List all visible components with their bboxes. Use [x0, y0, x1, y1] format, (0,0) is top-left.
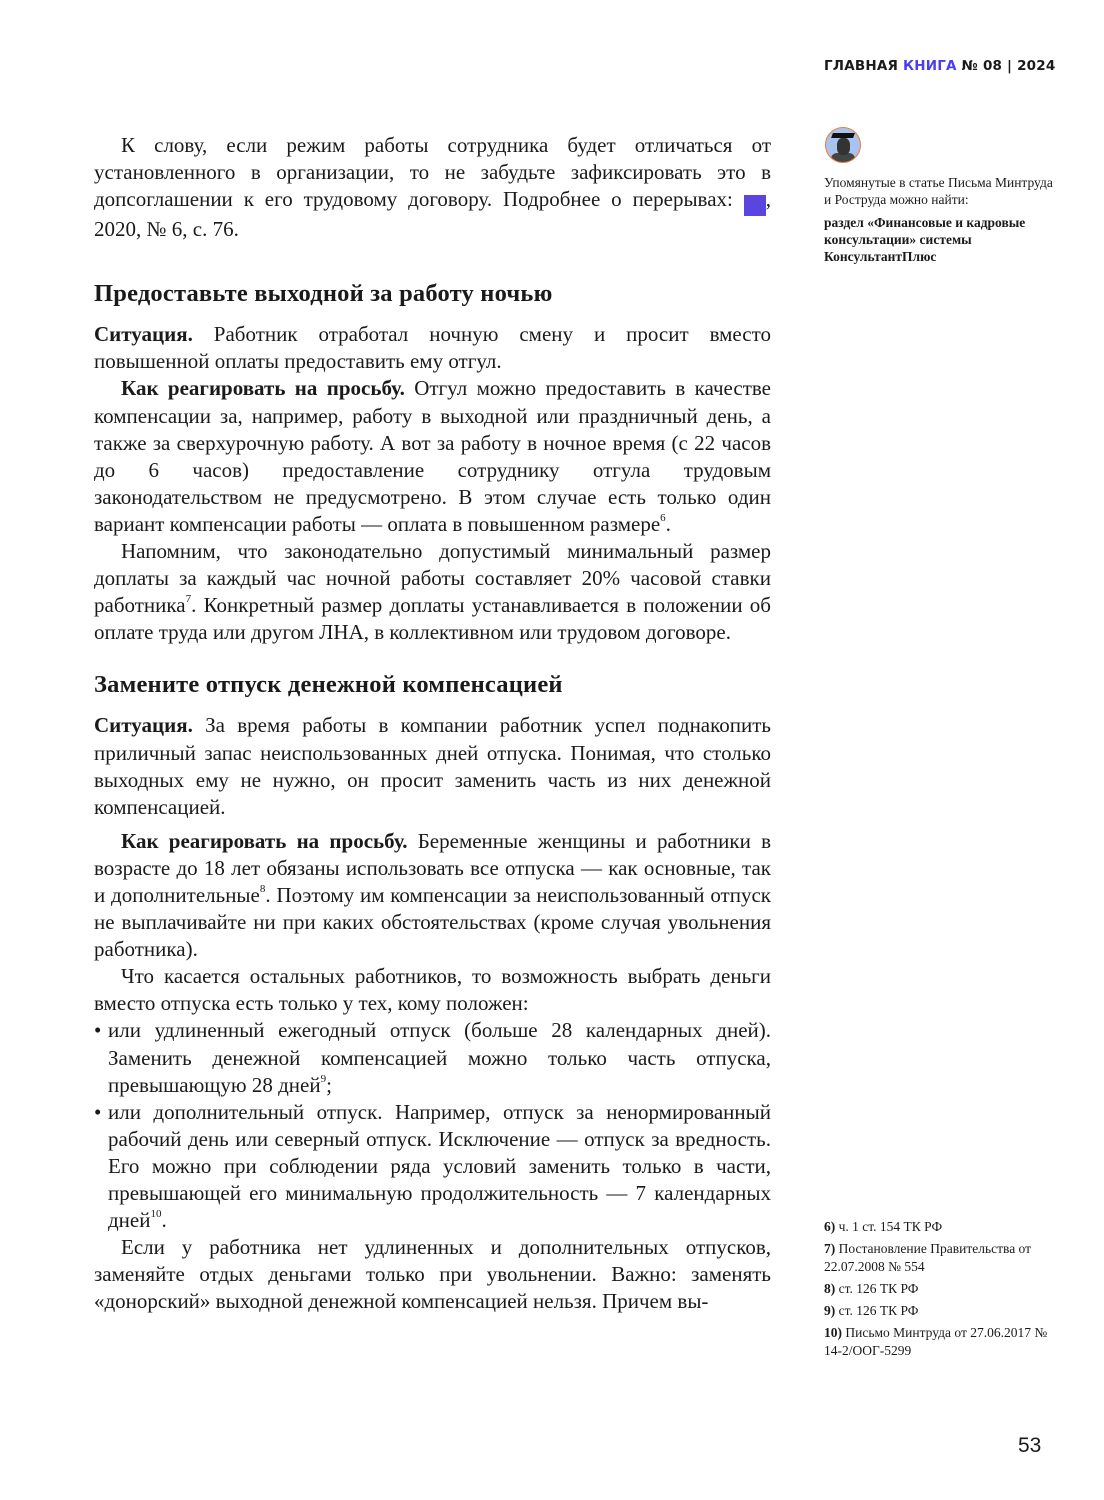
- reaction-text: . Поэтому им компенсации за неиспользованный отпуск не выплачивайте ни при каких обстоятельствах (кроме случая увольнения работника).: [94, 882, 771, 962]
- reaction-text: Беременные женщины и работники в возрасте до 18 лет обязаны использовать все отпуска — как основные, так и дополнительные: [94, 828, 771, 907]
- issue-number: № 08 | 2024: [961, 58, 1056, 74]
- footnote-ref[interactable]: 8: [259, 882, 266, 895]
- reaction-paragraph: [94, 375, 771, 538]
- footnote-number: 8): [824, 1281, 836, 1296]
- running-header: [824, 58, 1055, 74]
- footnote-text: ч. 1 ст. 154 ТК РФ: [835, 1219, 943, 1234]
- situation-paragraph: [94, 712, 771, 820]
- situation-paragraph: [94, 321, 771, 375]
- sidebar-note-source: раздел «Финансовые и кадровые консультации» системы КонсультантПлюс: [824, 215, 1026, 264]
- reaction-label: Как реагировать на просьбу.: [121, 828, 408, 853]
- reaction-text: Отгул можно предоставить в качестве компенсации за, например, работу в выходной или праздничный день, а также за сверхурочную работу. А вот за работу в ночное время (с 22 часов до 6 часов) предоставление сотруднику отгула трудовым законодательством не предусмотрено. В этом случае есть только один вариант компенсации работы — оплата в повышенном размере: [94, 376, 772, 536]
- footnote: [824, 1280, 1054, 1298]
- page-number: 53: [1018, 1434, 1042, 1457]
- list-item-text: или удлиненный ежегодный отпуск (больше 28 календарных дней). Заменить денежной компенсацией можно только часть отпуска, превышающую 28 дней: [108, 1018, 771, 1097]
- sidebar-note-text: Упомянутые в статье Письма Минтруда и Роструда можно найти:: [824, 175, 1053, 207]
- paragraph: [94, 538, 771, 646]
- footnote: [824, 1302, 1054, 1320]
- paragraph: Если у работника нет удлиненных и дополнительных отпусков, заменяйте отдых деньгами только при увольнении. Важно: заменять «донорский» выходной денежной компенсацией нельзя. Причем вы-: [94, 1235, 771, 1314]
- brand-name: ГЛАВНАЯ: [824, 58, 899, 74]
- footnote-number: 6): [824, 1219, 836, 1234]
- section-heading: Замените отпуск денежной компенсацией: [94, 671, 563, 699]
- situation-text: Работник отработал ночную смену и просит вместо повышенной оплаты предоставить ему отгул.: [94, 322, 771, 374]
- section-heading: Предоставьте выходной за работу ночью: [94, 280, 553, 308]
- footnote-text: Письмо Минтруда от 27.06.2017 № 14-2/ООГ-5299: [824, 1325, 1048, 1358]
- footnote-ref[interactable]: 6: [660, 511, 666, 524]
- footnote-number: 9): [824, 1303, 836, 1318]
- intro-paragraph: [94, 132, 790, 243]
- footnote: [824, 1324, 1054, 1360]
- footnote-number: 10): [824, 1325, 842, 1340]
- intro-text: К слову, если режим работы сотрудника будет отличаться от установленного в организации, то не забудьте зафиксировать это в допсоглашении к его трудовому договору. Подробнее о перерывах:: [94, 133, 771, 212]
- punctuation: .: [161, 1208, 167, 1233]
- footnote-text: ст. 126 ТК РФ: [835, 1303, 919, 1318]
- paragraph: Что касается остальных работников, то возможность выбрать деньги вместо отпуска есть только у тех, кому положен:: [94, 964, 771, 1016]
- list-item: [94, 1017, 771, 1098]
- situation-label: Ситуация.: [94, 322, 193, 347]
- situation-label: Ситуация.: [94, 713, 193, 738]
- intro-reference: , 2020, № 6, с. 76.: [94, 187, 771, 242]
- footnote: [824, 1240, 1054, 1276]
- footnotes: [824, 1218, 1054, 1364]
- brand-name-accent: КНИГА: [903, 58, 957, 74]
- consultant-avatar-icon: [825, 127, 861, 163]
- sidebar-note: [824, 174, 1054, 265]
- paragraph-text: Напомним, что законодательно допустимый минимальный размер доплаты за каждый час ночной работы составляет 20% часовой ставки работника: [94, 539, 771, 618]
- reaction-paragraph: [94, 828, 771, 963]
- article-body: [94, 132, 790, 1315]
- footnote-number: 7): [824, 1241, 836, 1256]
- footnote-ref[interactable]: 7: [185, 593, 192, 606]
- list-item-text: или дополнительный отпуск. Например, отпуск за ненормированный рабочий день или северный отпуск. Исключение — отпуск за вредность. Его можно при соблюдении ряда условий заменить только в части, превышающей его минимальную продолжительность — 7 календарных дней: [108, 1099, 771, 1233]
- footnote: [824, 1218, 1054, 1236]
- glavkniga-logo-icon[interactable]: ГК: [744, 195, 766, 216]
- reaction-label: Как реагировать на просьбу.: [121, 376, 405, 401]
- list-item: [94, 1099, 771, 1234]
- punctuation: ;: [326, 1072, 332, 1097]
- footnote-text: Постановление Правительства от 22.07.2008 № 554: [824, 1241, 1032, 1274]
- footnote-ref[interactable]: 9: [320, 1072, 327, 1085]
- situation-text: За время работы в компании работник успел поднакопить приличный запас неиспользованных дней отпуска. Понимая, что столько выходных ему не нужно, он просит заменить часть из них денежной компенсацией.: [94, 713, 771, 819]
- bullet-list: [94, 1017, 771, 1234]
- footnote-text: ст. 126 ТК РФ: [835, 1281, 919, 1296]
- punctuation: .: [665, 511, 671, 536]
- footnote-ref[interactable]: 10: [150, 1208, 162, 1221]
- paragraph-text: . Конкретный размер доплаты устанавливается в положении об оплате труда или другом ЛНА, в коллективном или трудовом договоре.: [94, 593, 771, 645]
